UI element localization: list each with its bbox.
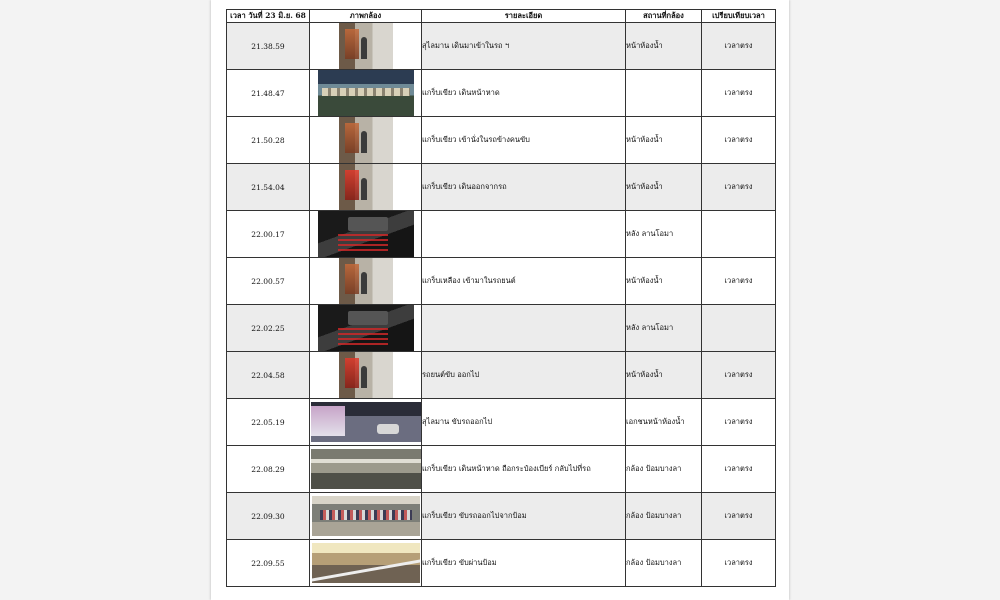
- cctv-thumbnail: [312, 496, 420, 536]
- cctv-thumbnail: [318, 211, 414, 257]
- time-cell: 21.50.28: [227, 117, 310, 164]
- cctv-thumbnail: [312, 543, 420, 583]
- header-detail: รายละเอียด: [422, 10, 626, 23]
- cctv-thumbnail: [339, 23, 393, 69]
- detail-cell: แกร็บเขียว เข้านั่งในรถข้างคนขับ: [422, 117, 626, 164]
- location-cell: [626, 70, 702, 117]
- table-row: [227, 493, 776, 540]
- location-cell: หลัง ลานโอมา: [626, 305, 702, 352]
- cctv-thumbnail: [339, 258, 393, 304]
- cctv-thumbnail: [318, 70, 414, 116]
- time-cell: 22.02.25: [227, 305, 310, 352]
- image-cell: [310, 211, 422, 258]
- time-cell: 21.38.59: [227, 23, 310, 70]
- detail-cell: แกร็บเขียว เดินหน้าหาด ถือกระป๋องเบียร์ กลับไปที่รถ: [422, 446, 626, 493]
- image-cell: [310, 23, 422, 70]
- compare-cell: เวลาตรง: [702, 493, 776, 540]
- compare-cell: เวลาตรง: [702, 399, 776, 446]
- compare-cell: เวลาตรง: [702, 540, 776, 587]
- time-cell: 22.09.30: [227, 493, 310, 540]
- location-cell: หลัง ลานโอมา: [626, 211, 702, 258]
- detail-cell: แกร็บเขียว ขับรถออกไปจากป้อม: [422, 493, 626, 540]
- table-row: [227, 540, 776, 587]
- table-row: [227, 352, 776, 399]
- detail-cell: แกร็บเขียว เดินออกจากรถ: [422, 164, 626, 211]
- cctv-thumbnail: [339, 117, 393, 163]
- detail-cell: แกร็บเขียว เดินหน้าหาด: [422, 70, 626, 117]
- table-row: [227, 164, 776, 211]
- compare-cell: เวลาตรง: [702, 70, 776, 117]
- location-cell: หน้าห้องน้ำ: [626, 352, 702, 399]
- location-cell: หน้าห้องน้ำ: [626, 164, 702, 211]
- location-cell: เอกชนหน้าห้องน้ำ: [626, 399, 702, 446]
- cctv-thumbnail: [318, 305, 414, 351]
- cctv-thumbnail: [339, 352, 393, 398]
- table-row: [227, 399, 776, 446]
- location-cell: หน้าห้องน้ำ: [626, 117, 702, 164]
- header-compare: เปรียบเทียบเวลา: [702, 10, 776, 23]
- detail-cell: รถยนต์ขับ ออกไป: [422, 352, 626, 399]
- detail-cell: [422, 211, 626, 258]
- compare-cell: [702, 211, 776, 258]
- table-row: [227, 305, 776, 352]
- cctv-timeline-table: [226, 9, 776, 587]
- location-cell: หน้าห้องน้ำ: [626, 258, 702, 305]
- detail-cell: สุไลมาน ขับรถออกไป: [422, 399, 626, 446]
- cctv-thumbnail: [311, 449, 421, 489]
- image-cell: [310, 446, 422, 493]
- image-cell: [310, 493, 422, 540]
- time-cell: 21.48.47: [227, 70, 310, 117]
- time-cell: 22.08.29: [227, 446, 310, 493]
- compare-cell: เวลาตรง: [702, 117, 776, 164]
- location-cell: หน้าห้องน้ำ: [626, 23, 702, 70]
- table-row: [227, 117, 776, 164]
- time-cell: 22.04.58: [227, 352, 310, 399]
- header-image: ภาพกล้อง: [310, 10, 422, 23]
- compare-cell: เวลาตรง: [702, 352, 776, 399]
- header-location: สถานที่กล้อง: [626, 10, 702, 23]
- image-cell: [310, 305, 422, 352]
- table-header-row: [227, 10, 776, 23]
- location-cell: กล้อง ป้อมบางลา: [626, 540, 702, 587]
- table-row: [227, 211, 776, 258]
- time-cell: 22.00.57: [227, 258, 310, 305]
- cctv-thumbnail: [311, 402, 421, 442]
- detail-cell: สุไลมาน เดินมาเข้าในรถ ฯ: [422, 23, 626, 70]
- image-cell: [310, 352, 422, 399]
- detail-cell: [422, 305, 626, 352]
- image-cell: [310, 399, 422, 446]
- time-cell: 22.09.55: [227, 540, 310, 587]
- table-row: [227, 23, 776, 70]
- detail-cell: แกร็บเหลือง เข้ามาในรถยนต์: [422, 258, 626, 305]
- image-cell: [310, 117, 422, 164]
- compare-cell: เวลาตรง: [702, 446, 776, 493]
- image-cell: [310, 164, 422, 211]
- table-row: [227, 70, 776, 117]
- time-cell: 21.54.04: [227, 164, 310, 211]
- location-cell: กล้อง ป้อมบางลา: [626, 493, 702, 540]
- time-cell: 22.05.19: [227, 399, 310, 446]
- compare-cell: เวลาตรง: [702, 164, 776, 211]
- time-cell: 22.00.17: [227, 211, 310, 258]
- header-time: เวลา วันที่ 23 มิ.ย. 68: [227, 10, 310, 23]
- image-cell: [310, 70, 422, 117]
- table-row: [227, 258, 776, 305]
- compare-cell: เวลาตรง: [702, 258, 776, 305]
- location-cell: กล้อง ป้อมบางลา: [626, 446, 702, 493]
- compare-cell: [702, 305, 776, 352]
- image-cell: [310, 258, 422, 305]
- image-cell: [310, 540, 422, 587]
- compare-cell: เวลาตรง: [702, 23, 776, 70]
- detail-cell: แกร็บเขียว ขับผ่านป้อม: [422, 540, 626, 587]
- cctv-thumbnail: [339, 164, 393, 210]
- table-row: [227, 446, 776, 493]
